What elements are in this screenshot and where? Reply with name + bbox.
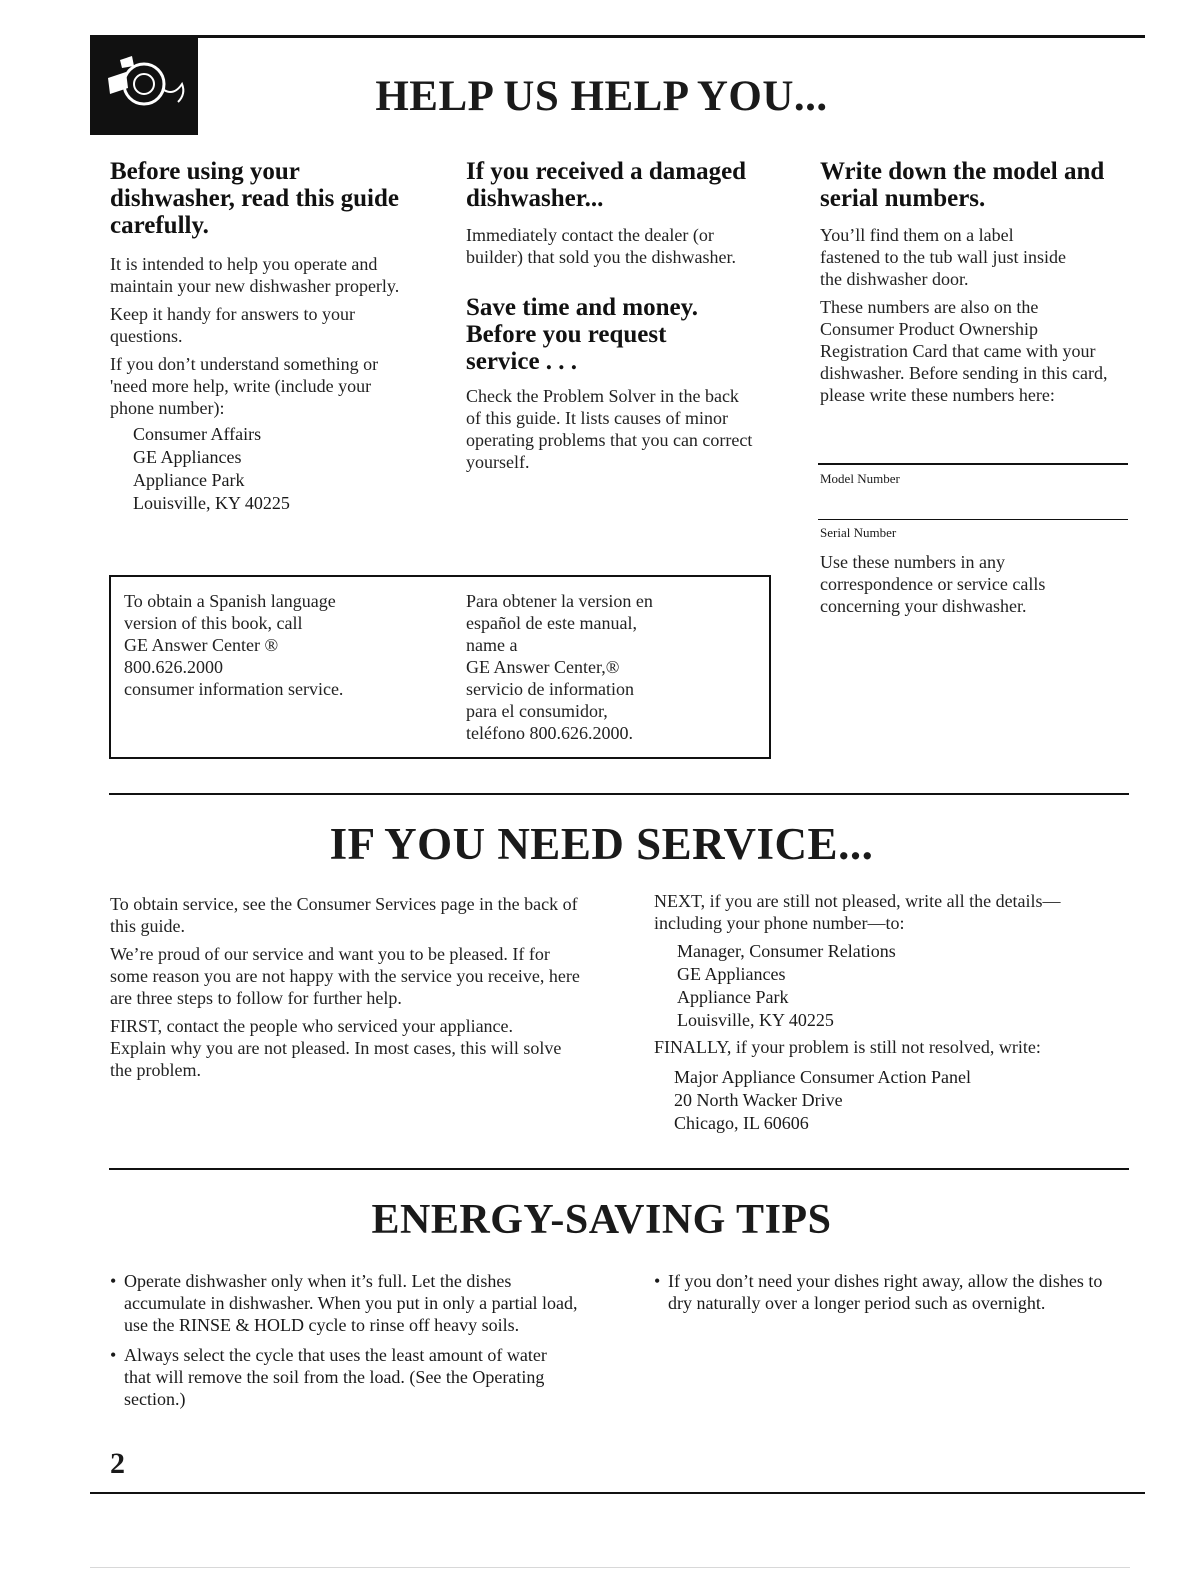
- paragraph: You’ll find them on a label fastened to the tub wall just inside the dishwasher door.: [820, 225, 1066, 289]
- energy-tip: • Always select the cycle that uses the least amount of water that will remove the soil from the load. (See the Operating section.): [110, 1344, 564, 1410]
- serial-number-label: Serial Number: [820, 525, 897, 540]
- text-line: consumer information service.: [124, 679, 344, 699]
- spanish-box-spanish: [466, 590, 766, 744]
- heading-model-serial: Write down the model and serial numbers.: [820, 158, 1105, 212]
- paragraph: Immediately contact the dealer (or builder) that sold you the dishwasher.: [466, 225, 736, 267]
- paragraph: To obtain service, see the Consumer Services page in the back of this guide.: [110, 894, 578, 936]
- address-line: Major Appliance Consumer Action Panel: [674, 1067, 971, 1087]
- paragraph: Check the Problem Solver in the back of this guide. It lists causes of minor operating problems that you can correct yourself.: [466, 386, 753, 472]
- paragraph: These numbers are also on the Consumer Product Ownership Registration Card that came with your dishwasher. Before sending in this card, please write these numbers here:: [820, 297, 1108, 405]
- address-line: Manager, Consumer Relations: [677, 941, 896, 961]
- spanish-language-box: [109, 575, 771, 759]
- address-line: Chicago, IL 60606: [674, 1113, 809, 1133]
- paragraph: FINALLY, if your problem is still not resolved, write:: [654, 1037, 1041, 1057]
- service-top-rule: [109, 793, 1129, 795]
- energy-right-column: [654, 1270, 1124, 1322]
- service-title: IF YOU NEED SERVICE...: [329, 819, 874, 869]
- text-line: name a: [466, 635, 518, 655]
- service-right-column: [654, 890, 1129, 1135]
- address-consumer-affairs: [110, 423, 420, 515]
- text-line: GE Answer Center ®: [124, 635, 279, 655]
- address-line: 20 North Wacker Drive: [674, 1090, 843, 1110]
- energy-tip: • If you don’t need your dishes right away, allow the dishes to dry naturally over a longer period such as overnight.: [654, 1270, 1123, 1314]
- paragraph: We’re proud of our service and want you to be pleased. If for some reason you are not happy with the service you receive, here are three steps to follow for further help.: [110, 944, 580, 1008]
- heading-save-time: Save time and money. Before you request service . . .: [466, 294, 698, 375]
- energy-title: ENERGY-SAVING TIPS: [371, 1197, 832, 1243]
- address-action-panel: [654, 1066, 1129, 1135]
- text-line: teléfono 800.626.2000.: [466, 723, 633, 743]
- text-line: servicio de information: [466, 679, 634, 699]
- heading-damaged: If you received a damaged dishwasher...: [466, 158, 747, 212]
- service-left-column: [110, 893, 590, 1087]
- heading-before-using: Before using your dishwasher, read this guide carefully.: [110, 158, 399, 239]
- address-line: Consumer Affairs: [133, 424, 262, 444]
- serial-number-line: [818, 519, 1128, 520]
- text-line: version of this book, call: [124, 613, 303, 633]
- column-damaged: [466, 158, 766, 479]
- model-number-label: Model Number: [820, 471, 900, 486]
- paragraph: Keep it handy for answers to your questions.: [110, 304, 355, 346]
- paragraph: FIRST, contact the people who serviced your appliance. Explain why you are not pleased. In most cases, this will solve the problem.: [110, 1016, 562, 1080]
- text-line: GE Answer Center,®: [466, 657, 620, 677]
- address-line: Louisville, KY 40225: [133, 493, 290, 513]
- address-line: GE Appliances: [133, 447, 242, 467]
- column-model-serial: [820, 158, 1130, 412]
- energy-top-rule: [109, 1168, 1129, 1170]
- text-line: español de este manual,: [466, 613, 637, 633]
- paragraph: NEXT, if you are still not pleased, write all the details—including your phone number—to:: [654, 891, 1061, 933]
- spanish-box-english: [124, 590, 444, 700]
- text-line: 800.626.2000: [124, 657, 223, 677]
- paragraph: It is intended to help you operate and maintain your new dishwasher properly.: [110, 254, 400, 296]
- text-line: To obtain a Spanish language: [124, 591, 336, 611]
- column-before-using: [110, 158, 420, 515]
- model-number-line: [818, 463, 1128, 465]
- energy-left-column: [110, 1270, 590, 1418]
- text-line: Para obtener la version en: [466, 591, 653, 611]
- top-rule: [90, 35, 1145, 38]
- bottom-faint-rule: [90, 1567, 1130, 1568]
- paragraph: If you don’t understand something or 'need more help, write (include your phone number):: [110, 354, 379, 418]
- address-line: Louisville, KY 40225: [677, 1010, 834, 1030]
- column-model-serial-footer: [820, 551, 1120, 617]
- paragraph: Use these numbers in any correspondence or service calls concerning your dishwasher.: [820, 552, 1046, 616]
- energy-tip: • Operate dishwasher only when it’s full. Let the dishes accumulate in dishwasher. When you put in only a partial load, use the RINSE & HOLD cycle to rinse off heavy soils.: [110, 1270, 584, 1336]
- text-line: para el consumidor,: [466, 701, 608, 721]
- address-line: GE Appliances: [677, 964, 786, 984]
- page-title: HELP US HELP YOU...: [375, 73, 828, 120]
- address-line: Appliance Park: [133, 470, 245, 490]
- address-line: Appliance Park: [677, 987, 789, 1007]
- address-manager-consumer-relations: [654, 940, 1129, 1032]
- page-number: 2: [110, 1447, 125, 1480]
- footer-rule: [90, 1492, 1145, 1494]
